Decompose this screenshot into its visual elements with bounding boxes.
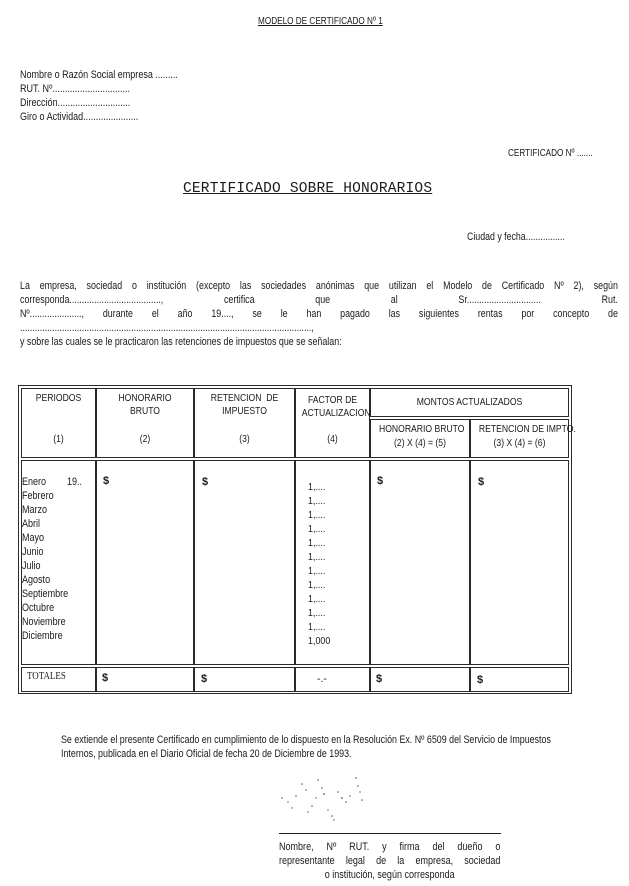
totals-honorario-act-cell[interactable]: [370, 667, 470, 692]
legal-footer-text: Se extiende el presente Certificado en cumplimiento de lo dispuesto en la Resolución Ex. Nº 6509 del Servicio de Impuestos Internos, publicada en el Diario Oficial de fecha 20 de Diciembre de 1993.: [61, 734, 551, 760]
month-label: Mayo: [22, 532, 45, 544]
col-label-retencion: RETENCION DE IMPUESTO: [210, 392, 279, 417]
intro-line: ......................................................................................................................,: [20, 322, 314, 334]
factor-value[interactable]: 1,....: [308, 537, 326, 549]
month-label: Noviembre: [22, 616, 66, 628]
month-label: Julio: [22, 560, 41, 572]
factor-value[interactable]: 1,....: [308, 495, 326, 507]
currency-honorario: $: [103, 475, 110, 487]
factor-value[interactable]: 1,....: [308, 523, 326, 535]
factor-value[interactable]: 1,000: [308, 635, 331, 647]
col-label-factor: FACTOR DE ACTUALIZACION: [301, 394, 371, 419]
year-prefix[interactable]: 19..: [67, 476, 83, 488]
signature-caption-line: Nombre, Nº RUT. y firma del dueño o: [279, 841, 501, 853]
signature-caption: [279, 840, 500, 882]
month-label: Diciembre: [22, 630, 63, 642]
totals-retencion-act-value: $: [477, 674, 484, 686]
totals-honorario-value: $: [102, 672, 109, 684]
model-title: MODELO DE CERTIFICADO Nº 1: [258, 15, 383, 27]
factor-value[interactable]: 1,....: [308, 481, 326, 493]
city-date-field[interactable]: Ciudad y fecha................: [467, 231, 565, 243]
intro-line: y sobre las cuales se le practicaron las retenciones de impuestos que se señalan:: [20, 336, 342, 348]
factor-value[interactable]: 1,....: [308, 593, 326, 605]
body-cell-retencion[interactable]: [194, 460, 295, 665]
month-label: Agosto: [22, 574, 51, 586]
factor-value[interactable]: 1,....: [308, 509, 326, 521]
totals-retencion-cell[interactable]: [194, 667, 295, 692]
company-rut-field[interactable]: RUT. Nº...............................: [20, 83, 131, 95]
totals-factor-value: -.-: [317, 673, 327, 685]
totals-retencion-value: $: [201, 673, 208, 685]
factor-value[interactable]: 1,....: [308, 551, 326, 563]
intro-line: Nº....................., durante el año 19...., se le han pagado las siguientes rentas por concepto de: [20, 308, 618, 320]
currency-honorario-act: $: [377, 475, 384, 487]
signature-line[interactable]: [279, 833, 501, 834]
totals-honorario-cell[interactable]: [96, 667, 194, 692]
col-number-2: (2): [139, 433, 151, 445]
month-label: Febrero: [22, 490, 54, 502]
signature-caption-line: o institución, según corresponda: [324, 869, 455, 881]
subcol-formula-5: (2) X (4) = (5): [394, 437, 446, 449]
certificate-number-field[interactable]: CERTIFICADO Nº .......: [508, 147, 593, 159]
totals-label: TOTALES: [27, 671, 66, 682]
factor-value[interactable]: 1,....: [308, 579, 326, 591]
factor-value[interactable]: 1,....: [308, 565, 326, 577]
document-title: CERTIFICADO SOBRE HONORARIOS: [183, 181, 433, 197]
month-label: Junio: [22, 546, 44, 558]
body-cell-retencion-act[interactable]: [470, 460, 569, 665]
signature-caption-line: representante legal de la empresa, sociedad: [279, 855, 501, 867]
factor-value[interactable]: 1,....: [308, 621, 326, 633]
month-label: Octubre: [22, 602, 55, 614]
col-number-3: (3): [239, 433, 250, 445]
col-label-periodos: PERIODOS: [35, 392, 82, 404]
signature-mark: [272, 768, 392, 828]
month-label: Abril: [22, 518, 41, 530]
currency-retencion: $: [202, 476, 209, 488]
factor-value[interactable]: 1,....: [308, 607, 326, 619]
subcol-label-honorario-act: HONORARIO BRUTO: [379, 423, 465, 435]
totals-factor-cell: [295, 667, 370, 692]
subcol-formula-6: (3) X (4) = (6): [493, 437, 546, 449]
body-cell-factor: [295, 460, 370, 665]
currency-retencion-act: $: [478, 476, 485, 488]
col-number-4: (4): [327, 433, 338, 445]
month-label: Enero: [22, 476, 47, 488]
subcol-label-retencion-act: RETENCION DE IMPTO.: [478, 423, 576, 435]
group-header-montos: MONTOS ACTUALIZADOS: [416, 396, 523, 408]
company-activity-field[interactable]: Giro o Actividad......................: [20, 111, 139, 123]
intro-line: La empresa, sociedad o institución (excepto las sociedades anónimas que utilizan el Modelo de Certificado Nº 2), según: [20, 280, 618, 292]
col-label-honorario: HONORARIO BRUTO: [118, 392, 172, 417]
body-cell-honorario-act[interactable]: [370, 460, 470, 665]
company-address-field[interactable]: Dirección.............................: [20, 97, 131, 109]
month-label: Septiembre: [22, 588, 69, 600]
totals-retencion-act-cell[interactable]: [470, 667, 569, 692]
body-cell-honorario[interactable]: [96, 460, 194, 665]
totals-honorario-act-value: $: [376, 673, 383, 685]
intro-line: corresponda....................................., certifica que al Sr.............................. Rut.: [20, 294, 618, 306]
intro-paragraph: [20, 279, 618, 349]
col-number-1: (1): [53, 433, 64, 445]
company-name-field[interactable]: Nombre o Razón Social empresa .........: [20, 69, 178, 81]
month-label: Marzo: [22, 504, 48, 516]
